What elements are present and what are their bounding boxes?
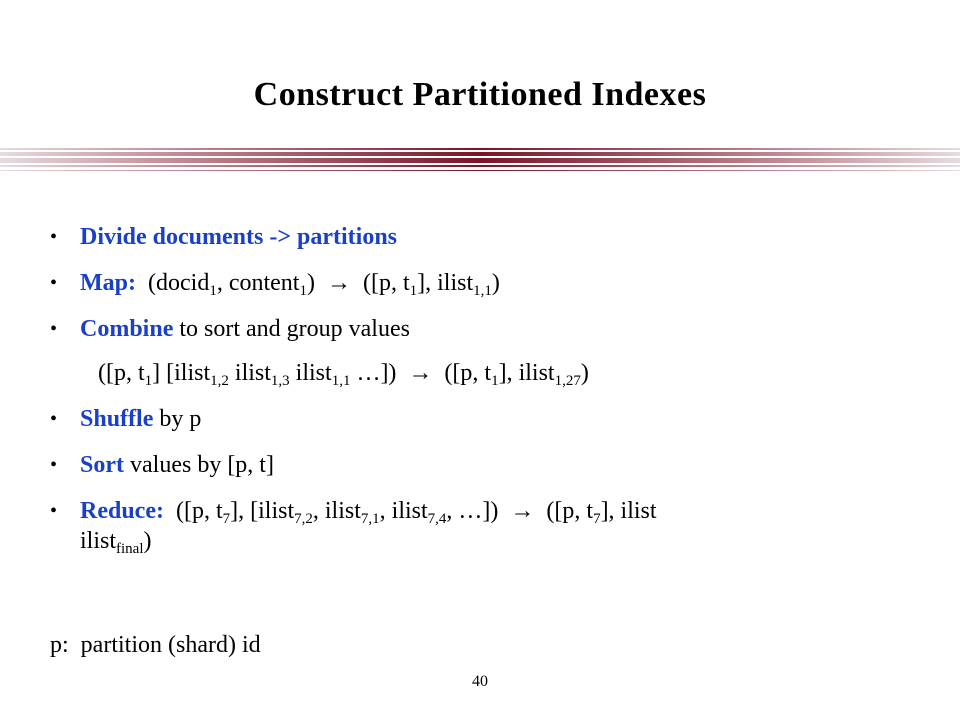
bullet-text: (docid <box>136 270 210 296</box>
page-number: 40 <box>472 673 488 690</box>
subscript: 1 <box>491 373 499 389</box>
arrow-icon: → <box>408 360 433 386</box>
bullet-keyword: Shuffle <box>80 406 154 432</box>
bullet-text: ], ilist <box>498 360 555 386</box>
bullet-text: ([p, t <box>98 360 145 386</box>
bullet-text: ) <box>580 360 589 386</box>
bullet-text: ) <box>306 270 327 296</box>
bullet-text: ([p, t <box>534 498 594 524</box>
bullet-keyword: Sort <box>80 452 124 478</box>
bullet-dot-icon: • <box>50 318 58 340</box>
arrow-icon: → <box>510 498 535 524</box>
slide-title: Construct Partitioned Indexes <box>253 76 707 113</box>
divider-line <box>0 152 960 156</box>
bullet-text: ], ilist <box>600 498 657 524</box>
subscript: 1,3 <box>270 373 290 389</box>
subscript: 1,1 <box>331 373 351 389</box>
bullet-text: by p <box>153 406 202 432</box>
bullet-combine-continuation <box>50 358 930 388</box>
divider-line <box>0 148 960 150</box>
bullet-dot-icon: • <box>50 454 58 476</box>
bullet-keyword: Combine <box>80 316 174 342</box>
subscript: 7,4 <box>427 511 447 527</box>
divider-line <box>0 165 960 167</box>
bullet-keyword: Reduce: <box>80 498 164 524</box>
subscript: 7 <box>222 511 231 527</box>
bullet-dot-icon: • <box>50 500 58 522</box>
footnote: p: partition (shard) id <box>50 632 261 658</box>
bullet-map <box>50 268 930 298</box>
bullet-dot-icon: • <box>50 272 58 294</box>
bullet-text: , ilist <box>312 498 361 524</box>
bullet-text: ([p, t <box>432 360 492 386</box>
bullet-text: ], [ilist <box>230 498 295 524</box>
arrow-icon: → <box>326 270 351 296</box>
bullet-sort <box>50 450 930 480</box>
bullet-text: ] [ilist <box>152 360 211 386</box>
bullet-text: to sort and group values <box>173 316 410 342</box>
bullet-text: …]) <box>350 360 409 386</box>
bullet-combine <box>50 314 930 344</box>
bullet-divide <box>50 222 930 252</box>
bullet-list <box>50 222 930 572</box>
subscript: 1 <box>144 373 153 389</box>
subscript: 7,1 <box>360 511 380 527</box>
subscript: 7 <box>593 511 601 527</box>
bullet-reduce <box>50 496 930 556</box>
subscript: 7,2 <box>294 511 313 527</box>
bullet-shuffle <box>50 404 930 434</box>
bullet-text: , content <box>216 270 300 296</box>
subscript: final <box>116 541 144 557</box>
bullet-keyword: Divide documents -> partitions <box>80 224 398 250</box>
divider-line <box>0 158 960 163</box>
bullet-keyword: Map: <box>80 270 136 296</box>
bullet-text: , ilist <box>379 498 428 524</box>
bullet-dot-icon: • <box>50 408 58 430</box>
bullet-text: ) <box>143 528 152 554</box>
subscript: 1 <box>209 283 217 299</box>
divider-line <box>0 170 960 171</box>
subscript: 1,2 <box>210 373 229 389</box>
bullet-dot-icon: • <box>50 226 58 248</box>
subscript: 1 <box>299 283 307 299</box>
title-divider-band <box>0 148 960 174</box>
bullet-text: ) <box>491 270 500 296</box>
subscript: 1 <box>409 283 418 299</box>
bullet-text: ilist <box>228 360 271 386</box>
bullet-text: ([p, t <box>163 498 223 524</box>
bullet-text: ([p, t <box>350 270 410 296</box>
bullet-text: ], ilist <box>417 270 474 296</box>
subscript: 1,27 <box>554 373 581 389</box>
bullet-text: ilist <box>80 528 117 554</box>
subscript: 1,1 <box>473 283 492 299</box>
bullet-text: values by [p, t] <box>124 452 274 478</box>
bullet-text: , …]) <box>446 498 511 524</box>
bullet-text: ilist <box>289 360 332 386</box>
